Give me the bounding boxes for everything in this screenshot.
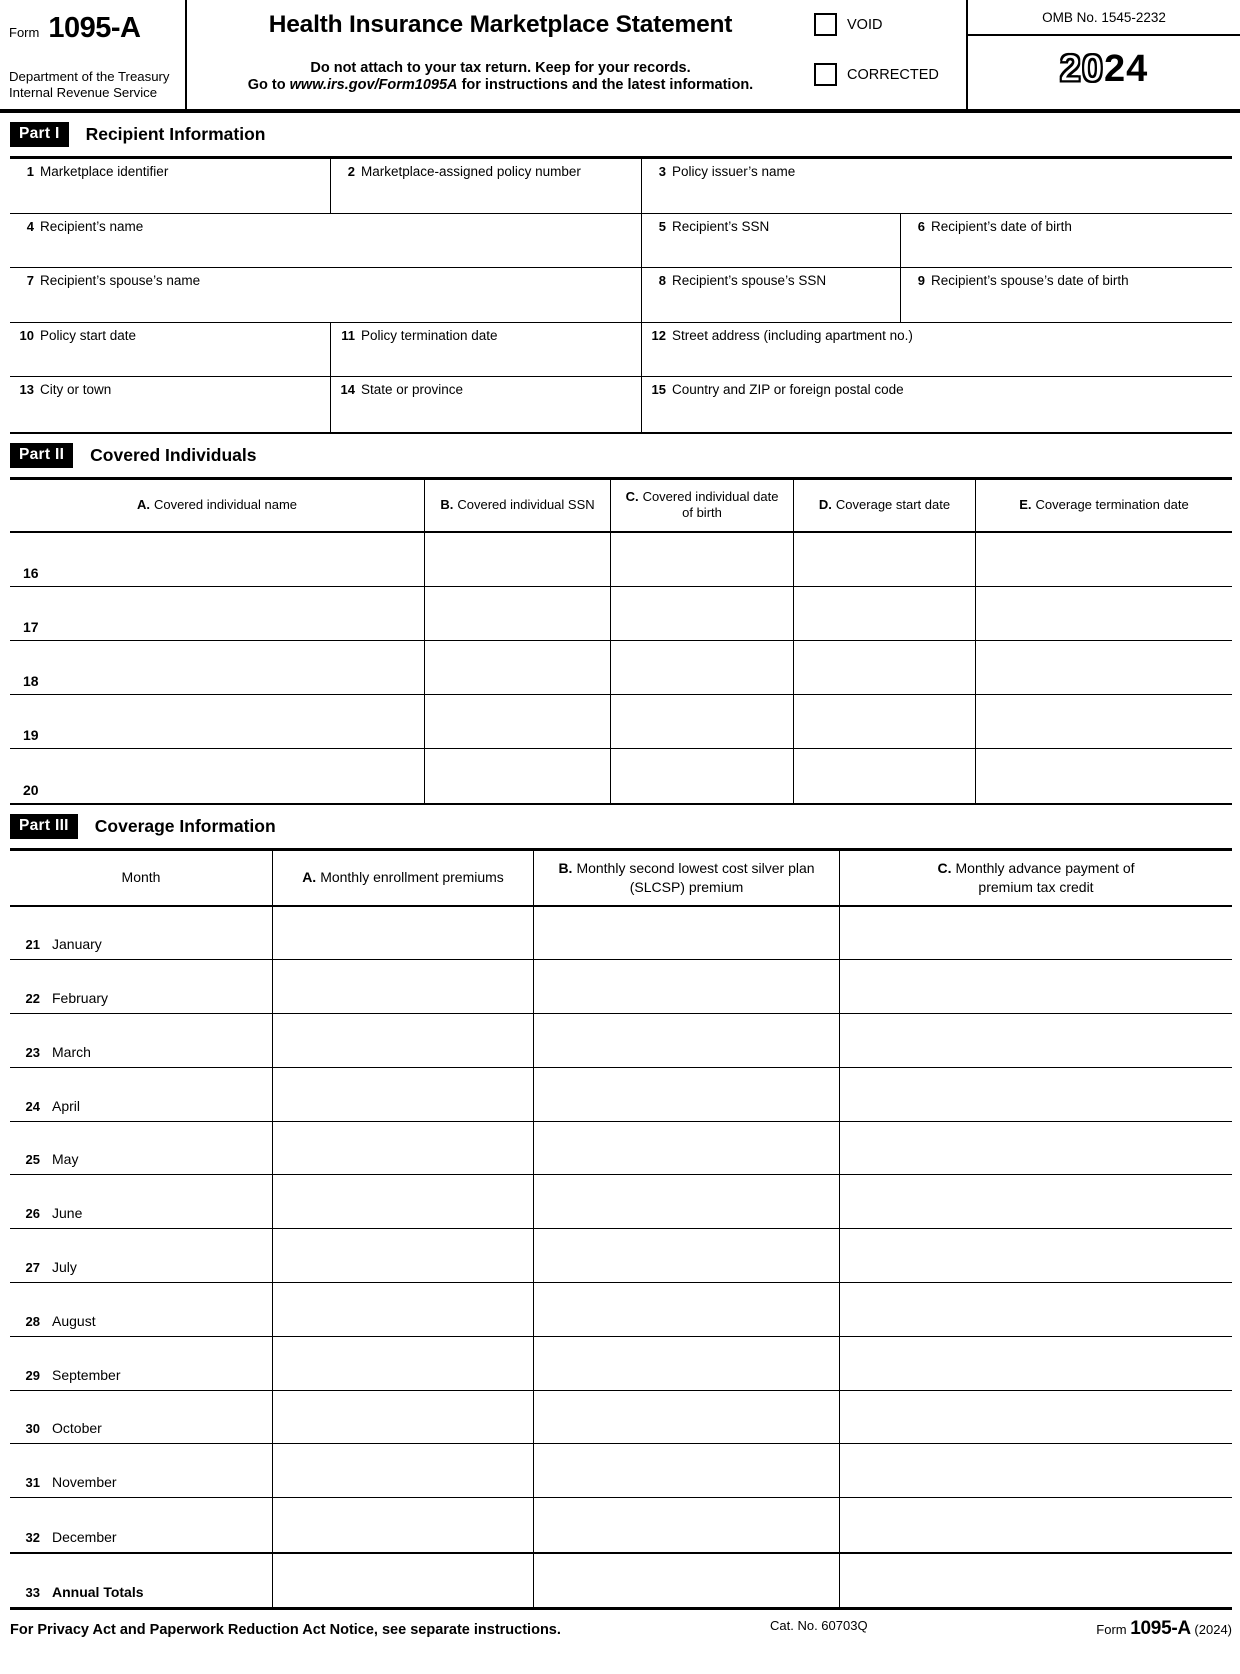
form-footer — [10, 1618, 1232, 1640]
cell-23-b[interactable] — [533, 1014, 839, 1067]
cell-21-c[interactable] — [839, 907, 1232, 960]
cell-25-b[interactable] — [533, 1122, 839, 1175]
instruction-suffix: for instructions and the latest information. — [457, 77, 754, 93]
column-header-covered-dob — [610, 480, 793, 531]
row-number: 19 — [23, 726, 39, 743]
column-letter: E. — [1019, 496, 1032, 512]
cell-33-a[interactable] — [272, 1554, 533, 1607]
cell-30-c[interactable] — [839, 1391, 1232, 1444]
cell-27-c[interactable] — [839, 1229, 1232, 1282]
month-name: June — [52, 1205, 83, 1222]
cell-20-dob[interactable] — [610, 749, 793, 803]
month-label — [10, 907, 272, 960]
field-6-recipient-dob[interactable] — [900, 214, 1232, 268]
cell-17-coverage-start[interactable] — [793, 587, 975, 640]
month-row-july — [10, 1229, 1232, 1283]
form-number-line — [9, 12, 181, 45]
column-letter: C. — [625, 488, 639, 504]
field-number: 4 — [26, 218, 34, 234]
cell-31-a[interactable] — [272, 1444, 533, 1497]
tax-year — [968, 48, 1240, 91]
cell-24-c[interactable] — [839, 1068, 1232, 1121]
field-label: Marketplace identifier — [40, 164, 169, 179]
month-label — [10, 1283, 272, 1336]
month-label — [10, 1444, 272, 1497]
cell-19-coverage-start[interactable] — [793, 695, 975, 748]
cell-25-a[interactable] — [272, 1122, 533, 1175]
field-10-policy-start-date[interactable] — [10, 323, 330, 377]
cell-22-b[interactable] — [533, 960, 839, 1013]
cell-27-b[interactable] — [533, 1229, 839, 1282]
cell-28-a[interactable] — [272, 1283, 533, 1336]
cell-20-ssn[interactable] — [424, 749, 610, 803]
column-letter: A. — [302, 869, 317, 886]
column-text: Month — [121, 869, 161, 886]
instruction-line-2 — [187, 77, 814, 93]
cell-27-a[interactable] — [272, 1229, 533, 1282]
cell-17-coverage-termination[interactable] — [975, 587, 1232, 640]
month-row-november — [10, 1444, 1232, 1498]
cell-29-c[interactable] — [839, 1337, 1232, 1390]
row-number: 18 — [23, 672, 39, 689]
month-name: October — [52, 1420, 102, 1437]
covered-individual-row-19 — [10, 695, 1232, 749]
month-row-february — [10, 960, 1232, 1014]
part1-bar — [10, 122, 1232, 147]
month-label — [10, 1068, 272, 1121]
column-text: Coverage start date — [835, 496, 951, 512]
field-label: Policy termination date — [361, 327, 498, 343]
corrected-label: CORRECTED — [847, 66, 939, 83]
month-row-december — [10, 1498, 1232, 1552]
field-9-spouse-dob[interactable] — [900, 268, 1232, 322]
column-header-coverage-start — [793, 480, 975, 531]
form-title: Health Insurance Marketplace Statement — [268, 11, 733, 38]
row-number: 24 — [25, 1098, 40, 1114]
month-label — [10, 1122, 272, 1175]
field-number: 2 — [347, 164, 355, 179]
field-label: Recipient’s date of birth — [931, 218, 1072, 234]
covered-individual-row-18 — [10, 641, 1232, 695]
month-label — [10, 1391, 272, 1444]
field-label: State or province — [361, 382, 464, 397]
row-number: 28 — [25, 1313, 40, 1329]
cell-18-coverage-start[interactable] — [793, 641, 975, 694]
month-row-january — [10, 907, 1232, 961]
cell-18-dob[interactable] — [610, 641, 793, 694]
column-header-month — [10, 851, 272, 905]
part2-table — [10, 477, 1232, 805]
field-number: 8 — [658, 273, 666, 288]
part3-chip: Part III — [10, 814, 78, 839]
field-label: City or town — [40, 382, 112, 397]
field-3-policy-issuer-name[interactable] — [641, 159, 1232, 213]
month-name: September — [52, 1366, 121, 1383]
field-label: Recipient’s spouse’s name — [40, 273, 201, 288]
cell-25-c[interactable] — [839, 1122, 1232, 1175]
cell-26-c[interactable] — [839, 1175, 1232, 1228]
omb-year-block — [966, 0, 1240, 109]
field-4-recipient-name[interactable] — [10, 214, 641, 268]
month-label — [10, 960, 272, 1013]
cell-29-b[interactable] — [533, 1337, 839, 1390]
cell-32-b[interactable] — [533, 1498, 839, 1552]
month-name: April — [52, 1097, 81, 1114]
covered-individual-row-17 — [10, 587, 1232, 641]
cell-29-a[interactable] — [272, 1337, 533, 1390]
month-label — [10, 1498, 272, 1552]
instruction-prefix: Go to — [247, 77, 290, 93]
annual-totals-row — [10, 1552, 1232, 1607]
month-name: January — [52, 936, 102, 953]
column-header-advance-payment — [839, 851, 1232, 905]
part1-title: Recipient Information — [85, 124, 266, 144]
field-label: Street address (including apartment no.) — [672, 327, 913, 343]
part1-row-7-9 — [10, 268, 1232, 323]
field-2-policy-number[interactable] — [330, 159, 641, 213]
form-id-block — [0, 0, 187, 109]
cell-33-c[interactable] — [839, 1554, 1232, 1607]
part1-row-1-3 — [10, 159, 1232, 214]
month-label — [10, 1014, 272, 1067]
row-number: 16 — [23, 564, 39, 581]
corrected-checkbox[interactable] — [814, 63, 837, 86]
cell-24-b[interactable] — [533, 1068, 839, 1121]
column-letter: B. — [440, 496, 454, 512]
cell-32-c[interactable] — [839, 1498, 1232, 1552]
month-name: August — [52, 1312, 96, 1329]
month-row-october — [10, 1391, 1232, 1445]
row-number: 27 — [25, 1260, 40, 1276]
cell-21-b[interactable] — [533, 907, 839, 960]
field-1-marketplace-identifier[interactable] — [10, 159, 330, 213]
cell-32-a[interactable] — [272, 1498, 533, 1552]
field-number: 7 — [26, 273, 34, 288]
column-text: Covered individual date of birth — [642, 488, 779, 520]
month-name: July — [52, 1259, 77, 1276]
field-number: 11 — [341, 327, 355, 343]
field-label: Country and ZIP or foreign postal code — [672, 382, 904, 397]
void-label: VOID — [847, 16, 883, 33]
column-header-slcsp-premium — [533, 851, 839, 905]
row-number: 20 — [23, 781, 39, 798]
month-row-august — [10, 1283, 1232, 1337]
field-11-policy-termination-date[interactable] — [330, 323, 641, 377]
cell-28-b[interactable] — [533, 1283, 839, 1336]
month-row-march — [10, 1014, 1232, 1068]
footer-form-reference — [1096, 1618, 1232, 1640]
part1-row-4-6 — [10, 214, 1232, 269]
part3-title: Coverage Information — [94, 815, 276, 836]
year-bold-digits: 24 — [1104, 48, 1149, 90]
month-name: February — [52, 990, 109, 1007]
cell-23-a[interactable] — [272, 1014, 533, 1067]
field-label: Recipient’s spouse’s SSN — [672, 273, 827, 288]
footer-form-year: (2024) — [1194, 1622, 1232, 1638]
footer-form-word: Form — [1096, 1622, 1127, 1638]
row-number: 32 — [25, 1530, 40, 1546]
field-number: 1 — [26, 164, 34, 179]
cell-22-c[interactable] — [839, 960, 1232, 1013]
field-number: 14 — [340, 382, 355, 397]
row-number: 23 — [25, 1044, 40, 1060]
column-text: Monthly enrollment premiums — [320, 869, 504, 886]
cell-26-a[interactable] — [272, 1175, 533, 1228]
corrected-row — [814, 63, 966, 86]
month-label — [10, 1175, 272, 1228]
totals-name: Annual Totals — [52, 1584, 144, 1601]
field-label: Policy issuer’s name — [672, 164, 796, 179]
field-8-spouse-ssn[interactable] — [641, 268, 900, 322]
instruction-line-1: Do not attach to your tax return. Keep for your records. — [310, 60, 691, 76]
void-checkbox[interactable] — [814, 13, 837, 36]
column-letter: C. — [937, 860, 952, 877]
form-word: Form — [9, 25, 40, 40]
field-number: 6 — [917, 218, 925, 234]
catalog-number: Cat. No. 60703Q — [770, 1618, 868, 1634]
cell-31-c[interactable] — [839, 1444, 1232, 1497]
cell-16-dob[interactable] — [610, 533, 793, 586]
part2-header-row — [10, 480, 1232, 533]
agency-line-1: Department of the Treasury — [9, 68, 170, 84]
void-row — [814, 13, 966, 36]
form-header — [0, 0, 1240, 113]
field-12-street-address[interactable] — [641, 323, 1232, 377]
footer-form-number: 1095-A — [1130, 1618, 1191, 1640]
covered-individual-row-16 — [10, 533, 1232, 587]
month-label — [10, 1337, 272, 1390]
column-header-covered-ssn — [424, 480, 610, 531]
year-outline-digits: 20 — [1059, 48, 1104, 90]
field-label: Policy start date — [40, 327, 137, 343]
field-number: 5 — [658, 218, 666, 234]
field-14-state[interactable] — [330, 377, 641, 432]
row-number: 31 — [25, 1475, 40, 1491]
form-number: 1095-A — [48, 12, 141, 44]
month-label — [10, 1229, 272, 1282]
part1-table — [10, 156, 1232, 434]
field-13-city[interactable] — [10, 377, 330, 432]
cell-20-coverage-start[interactable] — [793, 749, 975, 803]
month-name: November — [52, 1474, 117, 1491]
cell-31-b[interactable] — [533, 1444, 839, 1497]
part1-chip: Part I — [10, 122, 69, 147]
field-number: 3 — [658, 164, 666, 179]
month-name: May — [52, 1151, 79, 1168]
cell-16-ssn[interactable] — [424, 533, 610, 586]
cell-16-coverage-termination[interactable] — [975, 533, 1232, 586]
cell-19-ssn[interactable] — [424, 695, 610, 748]
part1-row-10-12 — [10, 323, 1232, 378]
part2-bar — [10, 443, 1232, 468]
cell-18-coverage-termination[interactable] — [975, 641, 1232, 694]
month-row-june — [10, 1175, 1232, 1229]
agency-block — [9, 69, 181, 101]
column-header-covered-name — [10, 480, 424, 531]
field-number: 15 — [651, 382, 666, 397]
column-letter: A. — [136, 496, 150, 512]
row-number: 22 — [25, 991, 40, 1007]
field-label: Recipient’s SSN — [672, 218, 770, 234]
cell-19-coverage-termination[interactable] — [975, 695, 1232, 748]
month-name: March — [52, 1043, 91, 1060]
field-15-country-zip[interactable] — [641, 377, 1232, 432]
column-header-enrollment-premiums — [272, 851, 533, 905]
month-name: December — [52, 1529, 117, 1546]
field-label: Recipient’s name — [40, 218, 144, 234]
column-text: Covered individual name — [153, 496, 298, 512]
part1-row-13-15 — [10, 377, 1232, 432]
row-number: 30 — [25, 1421, 40, 1437]
field-number: 12 — [651, 327, 666, 343]
part2-title: Covered Individuals — [90, 444, 257, 465]
column-letter: D. — [818, 496, 832, 512]
field-number: 13 — [19, 382, 34, 397]
column-text: Monthly second lowest cost silver plan (SLCSP) premium — [576, 860, 815, 895]
cell-33-b[interactable] — [533, 1554, 839, 1607]
row-number: 33 — [25, 1585, 40, 1601]
agency-line-2: Internal Revenue Service — [9, 84, 158, 100]
field-label: Marketplace-assigned policy number — [361, 164, 581, 179]
cell-17-ssn[interactable] — [424, 587, 610, 640]
field-7-spouse-name[interactable] — [10, 268, 641, 322]
month-row-september — [10, 1337, 1232, 1391]
month-row-may — [10, 1122, 1232, 1176]
part2-chip: Part II — [10, 443, 73, 468]
field-number: 10 — [19, 327, 34, 343]
cell-30-b[interactable] — [533, 1391, 839, 1444]
cell-18-ssn[interactable] — [424, 641, 610, 694]
part3-header-row — [10, 851, 1232, 907]
part3-table — [10, 848, 1232, 1611]
cell-20-coverage-termination[interactable] — [975, 749, 1232, 803]
row-number: 26 — [25, 1206, 40, 1222]
cell-28-c[interactable] — [839, 1283, 1232, 1336]
cell-30-a[interactable] — [272, 1391, 533, 1444]
field-label: Recipient’s spouse’s date of birth — [931, 273, 1129, 288]
row-number: 25 — [25, 1152, 40, 1168]
cell-21-a[interactable] — [272, 907, 533, 960]
column-text: Monthly advance payment of premium tax credit — [955, 860, 1135, 895]
status-checkboxes — [814, 0, 966, 109]
covered-individual-row-20 — [10, 749, 1232, 803]
omb-number: OMB No. 1545-2232 — [968, 0, 1240, 36]
privacy-notice: For Privacy Act and Paperwork Reduction Act Notice, see separate instructions. — [10, 1622, 561, 1639]
cell-23-c[interactable] — [839, 1014, 1232, 1067]
row-number: 29 — [25, 1367, 40, 1383]
cell-19-dob[interactable] — [610, 695, 793, 748]
cell-16-coverage-start[interactable] — [793, 533, 975, 586]
month-row-april — [10, 1068, 1232, 1122]
part3-bar — [10, 814, 1232, 839]
column-text: Coverage termination date — [1035, 496, 1189, 512]
column-letter: B. — [558, 860, 573, 877]
row-number: 21 — [25, 937, 40, 953]
field-5-recipient-ssn[interactable] — [641, 214, 900, 268]
cell-24-a[interactable] — [272, 1068, 533, 1121]
annual-totals-label — [10, 1554, 272, 1607]
cell-26-b[interactable] — [533, 1175, 839, 1228]
field-number: 9 — [917, 273, 925, 288]
title-block — [187, 0, 814, 109]
irs-url: www.irs.gov/Form1095A — [289, 77, 458, 93]
column-text: Covered individual SSN — [457, 496, 595, 512]
column-header-coverage-termination — [975, 480, 1232, 531]
row-number: 17 — [23, 618, 39, 635]
cell-17-dob[interactable] — [610, 587, 793, 640]
cell-22-a[interactable] — [272, 960, 533, 1013]
